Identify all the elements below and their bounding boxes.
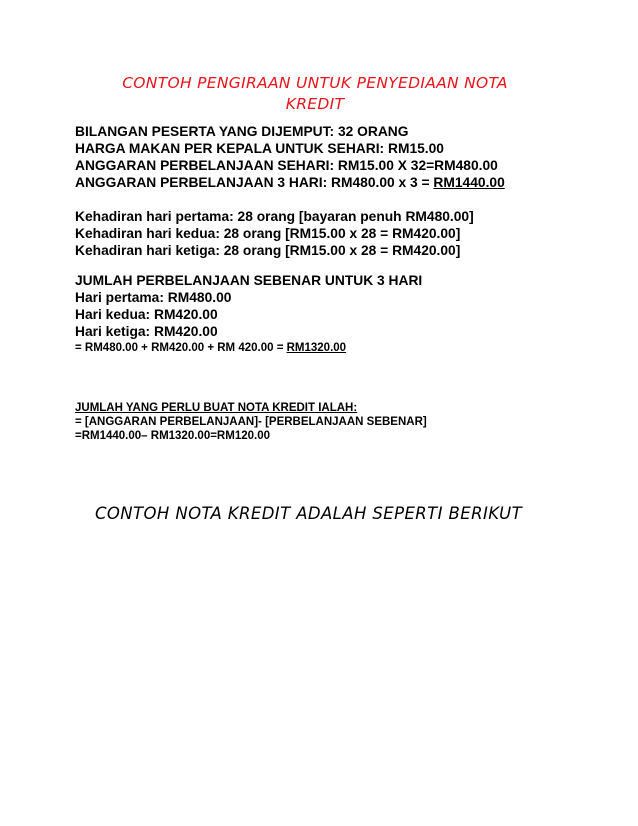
- contoh-nota-kredit-heading: CONTOH NOTA KREDIT ADALAH SEPERTI BERIKUT: [95, 504, 523, 523]
- anggaran-sehari-line: ANGGARAN PERBELANJAAN SEHARI: RM15.00 X 32=RM480.00: [75, 158, 498, 173]
- nota-kredit-result: =RM1440.00– RM1320.00=RM120.00: [75, 430, 270, 442]
- jumlah-sebenar-heading: JUMLAH PERBELANJAAN SEBENAR UNTUK 3 HARI: [75, 273, 423, 288]
- title-line-2: KREDIT: [285, 95, 345, 113]
- bilangan-peserta-line: BILANGAN PESERTA YANG DIJEMPUT: 32 ORANG: [75, 124, 409, 139]
- kehadiran-section: [75, 208, 595, 259]
- nota-kredit-section: [75, 401, 595, 443]
- sebenar-hari-2: Hari kedua: RM420.00: [75, 307, 218, 322]
- sebenar-sum-line: [75, 341, 595, 355]
- jumlah-sebenar-section: [75, 272, 595, 340]
- kehadiran-hari-2: Kehadiran hari kedua: 28 orang [RM15.00 x 28 = RM420.00]: [75, 226, 461, 241]
- kehadiran-hari-1: Kehadiran hari pertama: 28 orang [bayaran penuh RM480.00]: [75, 209, 474, 224]
- anggaran-3hari-line: [75, 174, 595, 191]
- nota-kredit-heading: JUMLAH YANG PERLU BUAT NOTA KREDIT IALAH:: [75, 402, 358, 414]
- anggaran-3hari-prefix: ANGGARAN PERBELANJAAN 3 HARI: RM480.00 x 3 =: [75, 175, 434, 190]
- title-line-1: CONTOH PENGIRAAN UNTUK PENYEDIAAN NOTA: [122, 74, 508, 92]
- document-title: [95, 73, 535, 115]
- sebenar-hari-3: Hari ketiga: RM420.00: [75, 324, 218, 339]
- sebenar-hari-1: Hari pertama: RM480.00: [75, 290, 232, 305]
- kehadiran-hari-3: Kehadiran hari ketiga: 28 orang [RM15.00 x 28 = RM420.00]: [75, 243, 461, 258]
- anggaran-3hari-total: RM1440.00: [433, 175, 505, 190]
- sebenar-sum-prefix: = RM480.00 + RM420.00 + RM 420.00 =: [75, 342, 287, 354]
- nota-kredit-formula: = [ANGGARAN PERBELANJAAN]- [PERBELANJAAN SEBENAR]: [75, 416, 427, 428]
- sebenar-sum-total: RM1320.00: [286, 342, 347, 354]
- intro-section: [75, 123, 595, 191]
- harga-makan-line: HARGA MAKAN PER KEPALA UNTUK SEHARI: RM15.00: [75, 141, 444, 156]
- jumlah-sebenar-sum: [75, 341, 595, 355]
